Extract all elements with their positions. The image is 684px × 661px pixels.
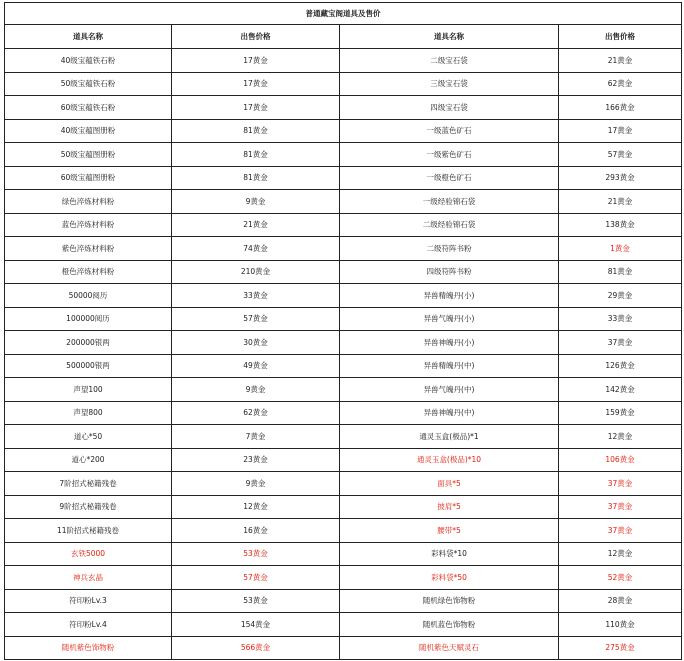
table-row (5, 425, 682, 449)
table-title: 普通藏宝阁道具及售价 (5, 3, 682, 25)
item-name-cell: 随机紫色天赋灵石 (340, 636, 559, 660)
table-row (5, 119, 682, 143)
item-name-cell: 50000阅历 (5, 284, 172, 308)
item-name-cell: 异兽神魄丹(小) (340, 331, 559, 355)
table-row (5, 472, 682, 496)
item-name-cell: 一级经验锦石袋 (340, 190, 559, 214)
item-name-cell: 神兵玄晶 (5, 566, 172, 590)
item-name-cell: 50级宝蕴铁石粉 (5, 72, 172, 96)
item-name-cell: 符印粉Lv.3 (5, 589, 172, 613)
table-row (5, 213, 682, 237)
item-name-cell: 二级宝石袋 (340, 49, 559, 73)
table-row (5, 495, 682, 519)
table-header-row (5, 25, 682, 49)
item-name-cell: 通灵玉盒(极品)*10 (340, 448, 559, 472)
item-name-cell: 7阶招式秘籍残卷 (5, 472, 172, 496)
table-row (5, 589, 682, 613)
item-name-cell: 橙色淬炼材料粉 (5, 260, 172, 284)
price-cell: 17黄金 (172, 96, 340, 120)
column-header-price: 出售价格 (172, 25, 340, 49)
item-name-cell: 500000银两 (5, 354, 172, 378)
price-cell: 57黄金 (172, 307, 340, 331)
item-name-cell: 道心*50 (5, 425, 172, 449)
table-row (5, 378, 682, 402)
table-row (5, 448, 682, 472)
item-name-cell: 一级蓝色矿石 (340, 119, 559, 143)
item-name-cell: 声望800 (5, 401, 172, 425)
item-name-cell: 四级符阵书粉 (340, 260, 559, 284)
item-name-cell: 二级符阵书粉 (340, 237, 559, 261)
item-name-cell: 60级宝蕴铁石粉 (5, 96, 172, 120)
item-name-cell: 四级宝石袋 (340, 96, 559, 120)
item-name-cell: 道心*200 (5, 448, 172, 472)
price-cell: 21黄金 (559, 49, 682, 73)
price-cell: 142黄金 (559, 378, 682, 402)
item-name-cell: 蓝色淬炼材料粉 (5, 213, 172, 237)
item-name-cell: 一级橙色矿石 (340, 166, 559, 190)
table-row (5, 49, 682, 73)
price-cell: 49黄金 (172, 354, 340, 378)
price-cell: 81黄金 (559, 260, 682, 284)
price-cell: 110黄金 (559, 613, 682, 637)
column-header-item-name: 道具名称 (5, 25, 172, 49)
price-cell: 9黄金 (172, 472, 340, 496)
item-name-cell: 50级宝蕴图册粉 (5, 143, 172, 167)
table-body (5, 49, 682, 660)
table-row (5, 260, 682, 284)
price-cell: 53黄金 (172, 542, 340, 566)
table-row (5, 354, 682, 378)
price-cell: 126黄金 (559, 354, 682, 378)
column-header-price: 出售价格 (559, 25, 682, 49)
price-cell: 17黄金 (172, 72, 340, 96)
item-name-cell: 异兽气魄丹(小) (340, 307, 559, 331)
price-cell: 21黄金 (559, 190, 682, 214)
table-row (5, 190, 682, 214)
item-name-cell: 60级宝蕴图册粉 (5, 166, 172, 190)
price-cell: 7黄金 (172, 425, 340, 449)
price-cell: 37黄金 (559, 472, 682, 496)
price-cell: 37黄金 (559, 331, 682, 355)
price-cell: 12黄金 (172, 495, 340, 519)
price-cell: 9黄金 (172, 378, 340, 402)
item-name-cell: 异兽精魄丹(小) (340, 284, 559, 308)
item-name-cell: 随机绿色饰物粉 (340, 589, 559, 613)
table-row (5, 519, 682, 543)
price-cell: 52黄金 (559, 566, 682, 590)
price-cell: 12黄金 (559, 425, 682, 449)
price-cell: 81黄金 (172, 166, 340, 190)
price-cell: 37黄金 (559, 519, 682, 543)
item-name-cell: 紫色淬炼材料粉 (5, 237, 172, 261)
price-cell: 53黄金 (172, 589, 340, 613)
item-name-cell: 40级宝蕴图册粉 (5, 119, 172, 143)
price-cell: 1黄金 (559, 237, 682, 261)
item-name-cell: 通灵玉盒(极品)*1 (340, 425, 559, 449)
price-cell: 37黄金 (559, 495, 682, 519)
item-name-cell: 异兽精魄丹(中) (340, 354, 559, 378)
table-row (5, 566, 682, 590)
column-header-item-name: 道具名称 (340, 25, 559, 49)
price-cell: 9黄金 (172, 190, 340, 214)
item-name-cell: 腰带*5 (340, 519, 559, 543)
item-name-cell: 三级宝石袋 (340, 72, 559, 96)
table-row (5, 307, 682, 331)
item-name-cell: 异兽神魄丹(中) (340, 401, 559, 425)
table-row (5, 284, 682, 308)
price-cell: 81黄金 (172, 143, 340, 167)
table-row (5, 237, 682, 261)
price-cell: 106黄金 (559, 448, 682, 472)
price-cell: 57黄金 (172, 566, 340, 590)
price-cell: 293黄金 (559, 166, 682, 190)
price-table (4, 2, 682, 660)
item-name-cell: 100000阅历 (5, 307, 172, 331)
price-cell: 29黄金 (559, 284, 682, 308)
price-cell: 166黄金 (559, 96, 682, 120)
price-cell: 17黄金 (559, 119, 682, 143)
item-name-cell: 40级宝蕴铁石粉 (5, 49, 172, 73)
price-cell: 566黄金 (172, 636, 340, 660)
table-row (5, 96, 682, 120)
table-row (5, 143, 682, 167)
price-cell: 23黄金 (172, 448, 340, 472)
item-name-cell: 声望100 (5, 378, 172, 402)
price-table-container (4, 2, 682, 660)
item-name-cell: 符印粉Lv.4 (5, 613, 172, 637)
price-cell: 33黄金 (172, 284, 340, 308)
item-name-cell: 随机蓝色饰物粉 (340, 613, 559, 637)
table-row (5, 613, 682, 637)
item-name-cell: 200000银两 (5, 331, 172, 355)
table-row (5, 636, 682, 660)
price-cell: 16黄金 (172, 519, 340, 543)
price-cell: 62黄金 (172, 401, 340, 425)
item-name-cell: 二级经验锦石袋 (340, 213, 559, 237)
price-cell: 275黄金 (559, 636, 682, 660)
price-cell: 28黄金 (559, 589, 682, 613)
item-name-cell: 彩料袋*10 (340, 542, 559, 566)
price-cell: 210黄金 (172, 260, 340, 284)
price-cell: 33黄金 (559, 307, 682, 331)
price-cell: 21黄金 (172, 213, 340, 237)
price-cell: 74黄金 (172, 237, 340, 261)
item-name-cell: 11阶招式秘籍残卷 (5, 519, 172, 543)
item-name-cell: 绿色淬炼材料粉 (5, 190, 172, 214)
item-name-cell: 玄铁5000 (5, 542, 172, 566)
price-cell: 81黄金 (172, 119, 340, 143)
table-row (5, 331, 682, 355)
price-cell: 12黄金 (559, 542, 682, 566)
price-cell: 17黄金 (172, 49, 340, 73)
item-name-cell: 彩料袋*50 (340, 566, 559, 590)
table-row (5, 72, 682, 96)
item-name-cell: 随机紫色饰物粉 (5, 636, 172, 660)
price-cell: 154黄金 (172, 613, 340, 637)
table-row (5, 401, 682, 425)
item-name-cell: 一级紫色矿石 (340, 143, 559, 167)
price-cell: 62黄金 (559, 72, 682, 96)
price-cell: 138黄金 (559, 213, 682, 237)
price-cell: 30黄金 (172, 331, 340, 355)
price-cell: 159黄金 (559, 401, 682, 425)
item-name-cell: 面具*5 (340, 472, 559, 496)
item-name-cell: 9阶招式秘籍残卷 (5, 495, 172, 519)
table-title-row (5, 3, 682, 25)
price-cell: 57黄金 (559, 143, 682, 167)
item-name-cell: 异兽气魄丹(中) (340, 378, 559, 402)
table-row (5, 166, 682, 190)
table-row (5, 542, 682, 566)
item-name-cell: 披肩*5 (340, 495, 559, 519)
